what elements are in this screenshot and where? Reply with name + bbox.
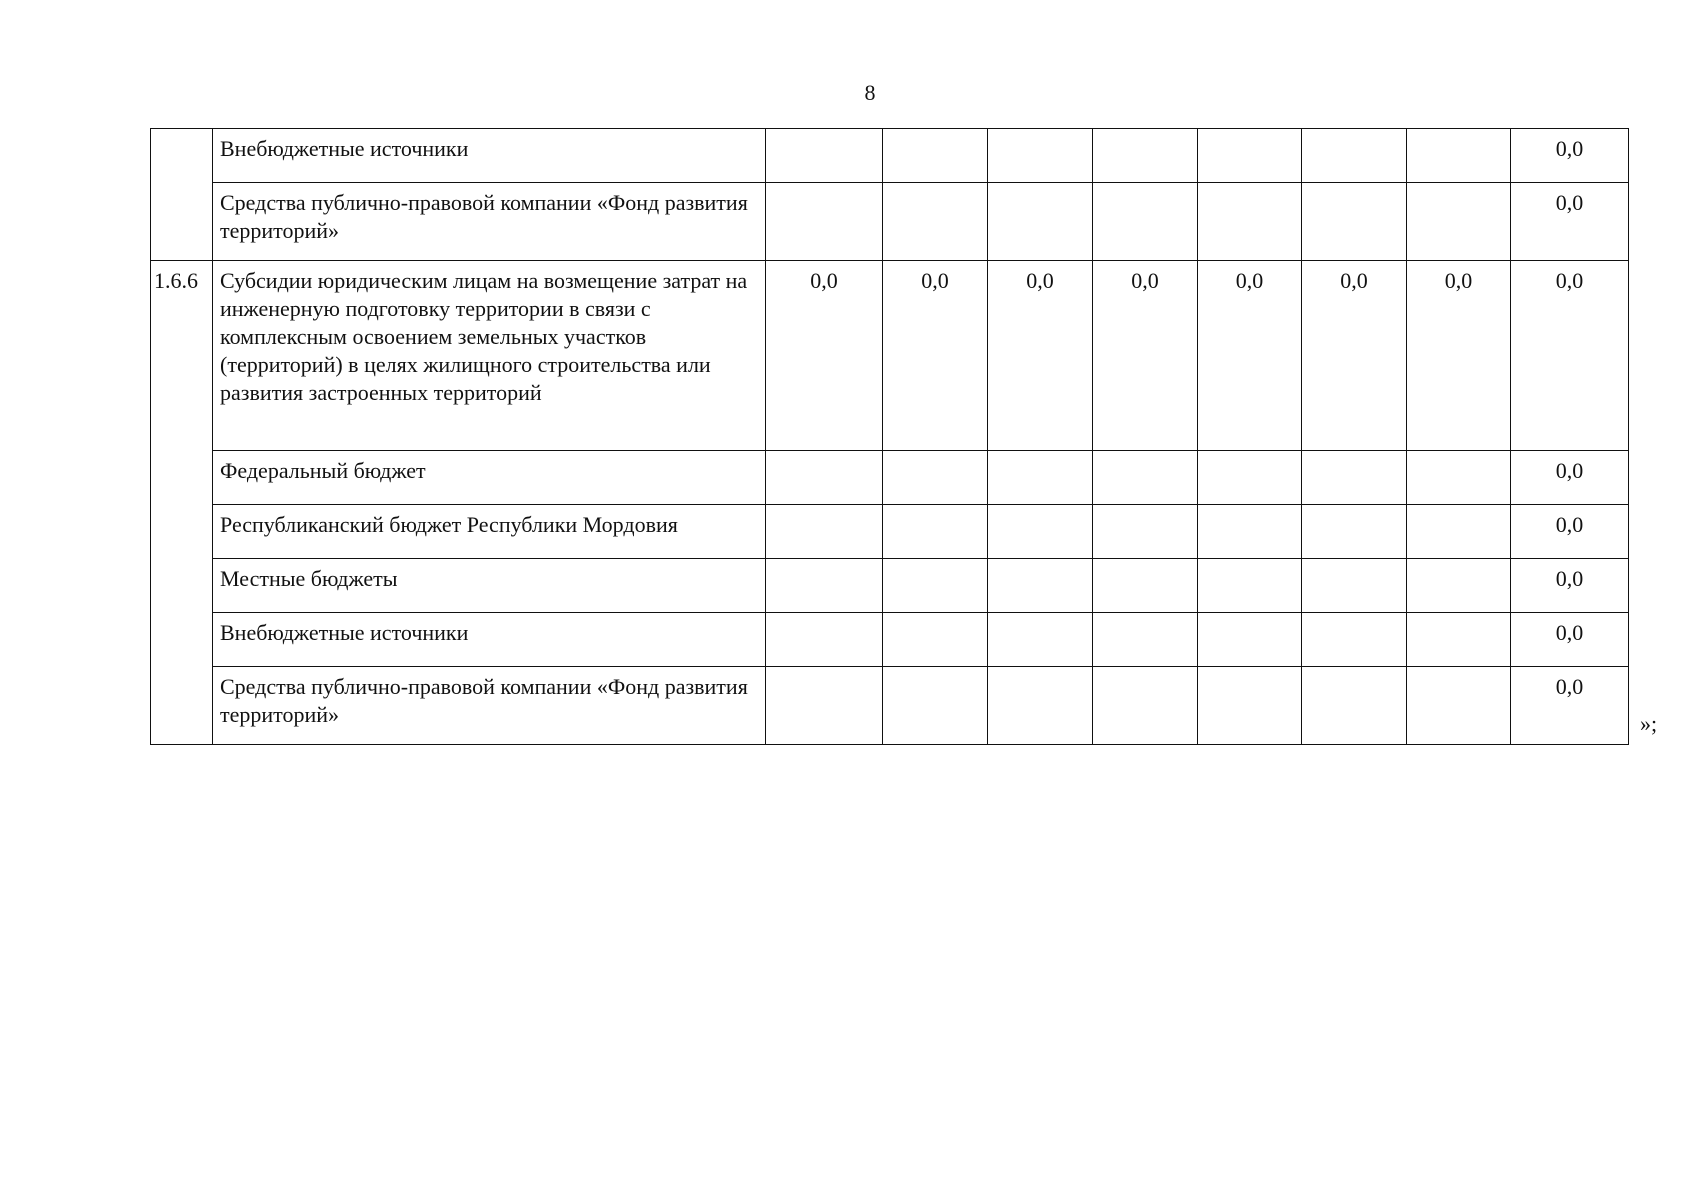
value-cell: [1302, 129, 1407, 183]
budget-table: [150, 128, 1629, 745]
value-cell: [883, 451, 988, 505]
value-cell: [988, 613, 1093, 667]
value-cell: [988, 451, 1093, 505]
total-cell: 0,0: [1511, 667, 1629, 745]
value-cell: [1198, 183, 1302, 261]
value-cell: [766, 451, 883, 505]
value-cell: [1407, 505, 1511, 559]
total-cell: 0,0: [1511, 261, 1629, 451]
value-cell: [1198, 451, 1302, 505]
source-label-cell: Субсидии юридическим лицам на возмещение затрат на инженерную подготовку территории в связи с комплексным освоением земельных участков (территорий) в целях жилищного строительства или развития застроенных территорий: [213, 261, 766, 451]
value-cell: [1407, 451, 1511, 505]
value-cell: [1198, 505, 1302, 559]
table-row: [151, 505, 1629, 559]
row-number-cell: [151, 129, 213, 261]
value-cell: [883, 505, 988, 559]
source-label-cell: Средства публично-правовой компании «Фонд развития территорий»: [213, 667, 766, 745]
value-cell: [1198, 559, 1302, 613]
value-cell: 0,0: [1093, 261, 1198, 451]
row-number-cell: 1.6.6: [151, 261, 213, 745]
total-cell: 0,0: [1511, 505, 1629, 559]
value-cell: [766, 559, 883, 613]
value-cell: [1407, 183, 1511, 261]
value-cell: [766, 613, 883, 667]
value-cell: [766, 667, 883, 745]
source-label-cell: Республиканский бюджет Республики Мордовия: [213, 505, 766, 559]
value-cell: [766, 505, 883, 559]
value-cell: [988, 559, 1093, 613]
value-cell: [883, 613, 988, 667]
value-cell: [988, 129, 1093, 183]
table-row: [151, 129, 1629, 183]
value-cell: [1302, 667, 1407, 745]
value-cell: [1302, 183, 1407, 261]
table-row: [151, 261, 1629, 451]
value-cell: [1198, 613, 1302, 667]
value-cell: [883, 667, 988, 745]
value-cell: [1407, 559, 1511, 613]
value-cell: [1093, 129, 1198, 183]
source-label-cell: Федеральный бюджет: [213, 451, 766, 505]
total-cell: 0,0: [1511, 183, 1629, 261]
value-cell: [1093, 667, 1198, 745]
value-cell: 0,0: [883, 261, 988, 451]
value-cell: [1198, 667, 1302, 745]
value-cell: [1302, 613, 1407, 667]
value-cell: 0,0: [766, 261, 883, 451]
table-row: [151, 667, 1629, 745]
page-number: 8: [864, 80, 876, 105]
value-cell: [1093, 559, 1198, 613]
value-cell: [988, 667, 1093, 745]
source-label-cell: Местные бюджеты: [213, 559, 766, 613]
value-cell: [1302, 451, 1407, 505]
table-row: [151, 451, 1629, 505]
total-cell: 0,0: [1511, 559, 1629, 613]
value-cell: [988, 183, 1093, 261]
value-cell: [883, 129, 988, 183]
table-row: [151, 613, 1629, 667]
value-cell: 0,0: [1198, 261, 1302, 451]
total-cell: 0,0: [1511, 613, 1629, 667]
value-cell: [1407, 129, 1511, 183]
source-label-cell: Внебюджетные источники: [213, 613, 766, 667]
value-cell: [1093, 451, 1198, 505]
total-cell: 0,0: [1511, 451, 1629, 505]
table-row: [151, 559, 1629, 613]
value-cell: [988, 505, 1093, 559]
value-cell: [766, 129, 883, 183]
value-cell: [766, 183, 883, 261]
value-cell: [1407, 613, 1511, 667]
total-cell: 0,0: [1511, 129, 1629, 183]
closing-quote-mark: »;: [1640, 711, 1658, 736]
value-cell: [883, 559, 988, 613]
value-cell: [1302, 559, 1407, 613]
source-label-cell: Внебюджетные источники: [213, 129, 766, 183]
value-cell: [1093, 613, 1198, 667]
value-cell: [1093, 505, 1198, 559]
value-cell: [1407, 667, 1511, 745]
value-cell: 0,0: [1302, 261, 1407, 451]
value-cell: 0,0: [1407, 261, 1511, 451]
source-label-cell: Средства публично-правовой компании «Фонд развития территорий»: [213, 183, 766, 261]
value-cell: [1302, 505, 1407, 559]
value-cell: [883, 183, 988, 261]
value-cell: 0,0: [988, 261, 1093, 451]
value-cell: [1093, 183, 1198, 261]
value-cell: [1198, 129, 1302, 183]
table-row: [151, 183, 1629, 261]
